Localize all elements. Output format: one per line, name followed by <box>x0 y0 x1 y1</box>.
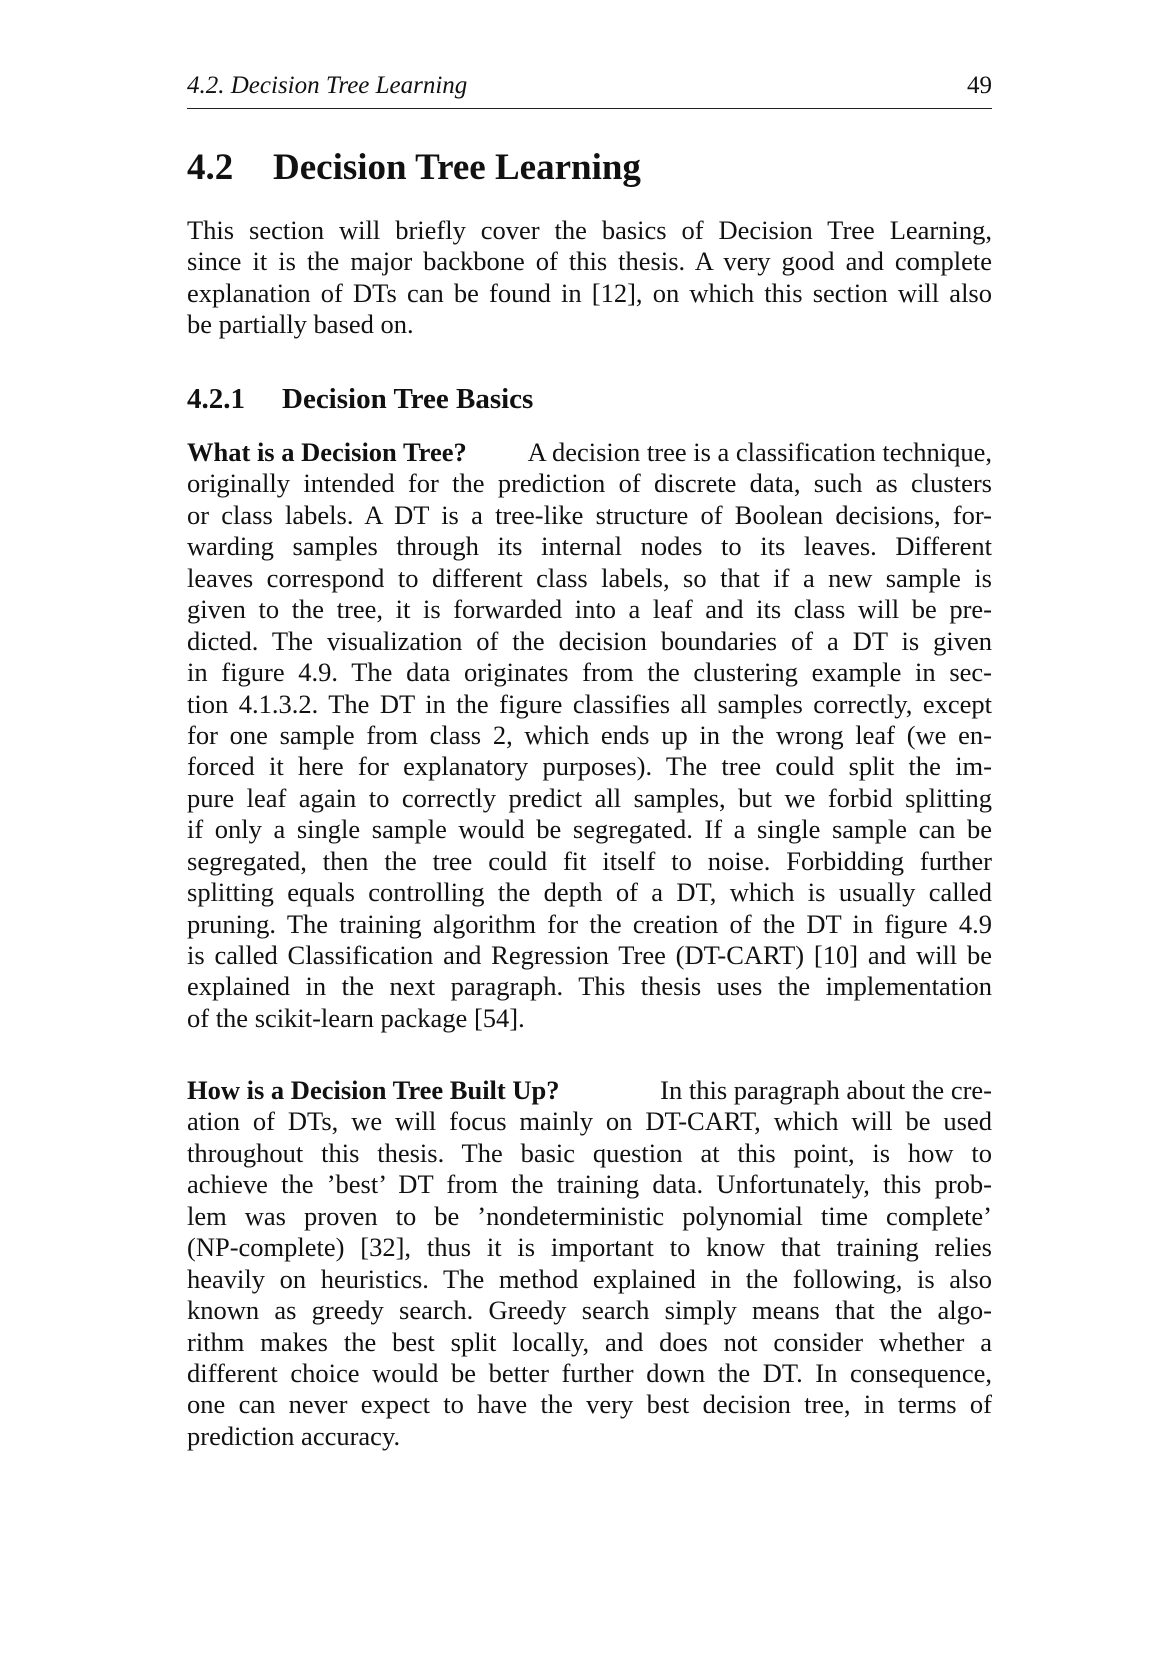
text-line <box>187 1295 992 1326</box>
text-line <box>187 563 992 594</box>
section-number: 4.2 <box>187 147 234 188</box>
text-line <box>187 814 992 845</box>
line-text: given to the tree, it is forwarded into a leaf and its class will be pre- <box>187 594 992 625</box>
text-line <box>187 1232 992 1263</box>
paragraph-lead: How is a Decision Tree Built Up? <box>187 1075 560 1105</box>
line-text: (NP-complete) [32], thus it is important to know that training relies <box>187 1232 992 1263</box>
text-line <box>187 437 992 468</box>
line-text: A decision tree is a classification technique, <box>527 437 992 467</box>
text-line <box>187 1389 992 1420</box>
text-line <box>187 278 992 309</box>
paragraph-how-built <box>187 1075 992 1452</box>
text-line <box>187 309 992 340</box>
line-text: known as greedy search. Greedy search simply means that the algo- <box>187 1295 992 1326</box>
section-heading <box>187 146 992 189</box>
line-text: since it is the major backbone of this thesis. A very good and complete <box>187 246 992 277</box>
line-text: leaves correspond to different class labels, so that if a new sample is <box>187 562 992 593</box>
intro-paragraph <box>187 215 992 341</box>
text-line <box>187 1169 992 1200</box>
line-text: pruning. The training algorithm for the creation of the DT in figure 4.9 <box>187 908 992 939</box>
line-text: warding samples through its internal nodes to its leaves. Different <box>187 531 992 562</box>
text-line <box>187 1075 992 1106</box>
text-line <box>187 971 992 1002</box>
line-text: dicted. The visualization of the decision boundaries of a DT is given <box>187 625 992 656</box>
line-text: pure leaf again to correctly predict all samples, but we forbid splitting <box>187 782 992 813</box>
text-line <box>187 1358 992 1389</box>
text-line <box>187 626 992 657</box>
text-line <box>187 246 992 277</box>
text-line <box>187 531 992 562</box>
text-line <box>187 500 992 531</box>
subsection-number: 4.2.1 <box>187 383 245 415</box>
line-text: rithm makes the best split locally, and does not consider whether a <box>187 1326 992 1357</box>
line-text: lem was proven to be ’nondeterministic polynomial time complete’ <box>187 1200 992 1231</box>
line-text: heavily on heuristics. The method explained in the following, is also <box>187 1263 992 1294</box>
running-title: 4.2. Decision Tree Learning <box>187 72 468 99</box>
line-text: throughout this thesis. The basic question at this point, is how to <box>187 1137 992 1168</box>
line-text: This section will briefly cover the basics of Decision Tree Learning, <box>187 215 992 245</box>
text-line <box>187 1003 992 1034</box>
line-text: explained in the next paragraph. This thesis uses the implementation <box>187 971 992 1002</box>
text-line <box>187 720 992 751</box>
running-header <box>187 72 992 109</box>
text-line <box>187 689 992 720</box>
text-line <box>187 1421 992 1452</box>
line-text: of the scikit-learn package [54]. <box>187 1002 525 1033</box>
subsection-title: Decision Tree Basics <box>282 383 534 415</box>
section-title: Decision Tree Learning <box>273 147 641 188</box>
line-text: segregated, then the tree could fit itself to noise. Forbidding further <box>187 845 992 876</box>
text-line <box>187 751 992 782</box>
paragraph-lead: What is a Decision Tree? <box>187 437 467 467</box>
line-text: In this paragraph about the cre- <box>660 1075 992 1105</box>
line-text: or class labels. A DT is a tree-like structure of Boolean decisions, for- <box>187 499 992 530</box>
text-line <box>187 846 992 877</box>
paragraph-what-is-dt <box>187 437 992 1034</box>
text-line <box>187 783 992 814</box>
text-line <box>187 940 992 971</box>
line-text: tion 4.1.3.2. The DT in the figure classifies all samples correctly, except <box>187 688 992 719</box>
line-text: different choice would be better further down the DT. In consequence, <box>187 1357 992 1388</box>
line-text: explanation of DTs can be found in [12], on which this section will also <box>187 277 992 308</box>
text-line <box>187 594 992 625</box>
text-line <box>187 1327 992 1358</box>
line-text: one can never expect to have the very best decision tree, in terms of <box>187 1389 992 1420</box>
line-text: forced it here for explanatory purposes). The tree could split the im- <box>187 751 992 782</box>
line-text: for one sample from class 2, which ends up in the wrong leaf (we en- <box>187 719 992 750</box>
line-text: in figure 4.9. The data originates from the clustering example in sec- <box>187 657 992 688</box>
line-text: if only a single sample would be segregated. If a single sample can be <box>187 814 992 845</box>
text-line <box>187 215 992 246</box>
text-line <box>187 1201 992 1232</box>
subsection-heading <box>187 383 992 416</box>
text-line <box>187 657 992 688</box>
line-text: originally intended for the prediction of discrete data, such as clusters <box>187 468 992 499</box>
text-line <box>187 877 992 908</box>
text-line <box>187 1106 992 1137</box>
text-line <box>187 1264 992 1295</box>
line-text: splitting equals controlling the depth of a DT, which is usually called <box>187 877 992 908</box>
page-number: 49 <box>967 72 992 99</box>
line-text: achieve the ’best’ DT from the training data. Unfortunately, this prob- <box>187 1169 992 1200</box>
text-line <box>187 468 992 499</box>
line-text: be partially based on. <box>187 309 414 340</box>
line-text: prediction accuracy. <box>187 1420 401 1451</box>
text-line <box>187 909 992 940</box>
line-text: is called Classification and Regression Tree (DT-CART) [10] and will be <box>187 940 992 970</box>
text-line <box>187 1138 992 1169</box>
line-text: ation of DTs, we will focus mainly on DT-CART, which will be used <box>187 1106 992 1137</box>
